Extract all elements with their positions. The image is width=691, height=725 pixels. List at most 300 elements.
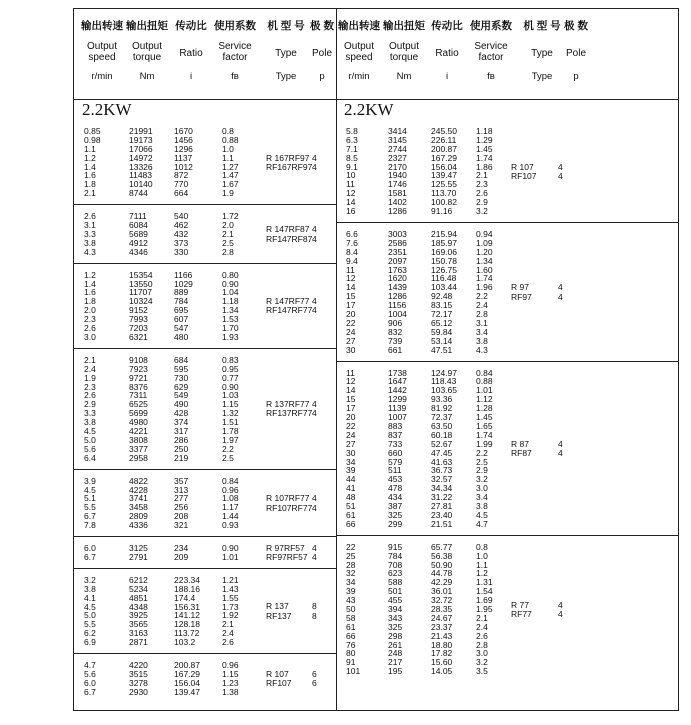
speed-cell: 6.2 [84, 628, 96, 639]
factor-cell: 2.1 [476, 612, 488, 623]
header-en-line1: Type [275, 48, 297, 59]
torque-cell: 4980 [129, 417, 148, 428]
torque-cell: 387 [388, 500, 403, 511]
speed-cell: 4.7 [84, 660, 96, 671]
speed-cell: 3.8 [84, 237, 96, 248]
torque-cell: 3125 [129, 543, 148, 554]
model-type-line: RF107 [511, 170, 537, 181]
ratio-cell: 321 [174, 520, 189, 531]
speed-cell: 5.8 [346, 126, 358, 136]
pole-line: 4 [558, 599, 563, 610]
pole-line: 4 [312, 399, 317, 410]
ratio-cell: 730 [174, 372, 189, 383]
header-en-4 [517, 48, 567, 59]
table-row [74, 180, 336, 189]
factor-cell: 2.8 [476, 639, 488, 650]
ratio-cell: 81.92 [431, 403, 453, 414]
table-row [74, 576, 336, 585]
speed-cell: 2.9 [84, 399, 96, 410]
factor-cell: 1.34 [476, 255, 493, 266]
factor-cell: 0.84 [476, 367, 493, 378]
factor-cell: 1.1 [476, 559, 488, 570]
ratio-cell: 1296 [174, 143, 193, 154]
ratio-cell: 27.81 [431, 500, 453, 511]
speed-cell: 3.9 [84, 475, 96, 486]
factor-cell: 3.5 [476, 666, 488, 677]
header-zh-5: 极 数 [310, 20, 334, 32]
factor-cell: 0.90 [222, 381, 239, 392]
torque-cell: 588 [388, 577, 403, 588]
speed-cell: 91 [346, 657, 356, 668]
speed-cell: 2.6 [84, 390, 96, 401]
model-type-line: R 107 [511, 161, 534, 172]
header-en-0 [336, 41, 382, 63]
header-en-line1: Ratio [435, 48, 459, 59]
speed-cell: 27 [346, 335, 356, 346]
factor-cell: 1.60 [476, 264, 493, 275]
factor-cell: 1.15 [222, 399, 239, 410]
ratio-cell: 150.78 [431, 255, 457, 266]
torque-cell: 299 [388, 518, 403, 529]
factor-cell: 2.4 [222, 628, 234, 639]
speed-cell: 7.6 [346, 237, 358, 248]
torque-cell: 7923 [129, 363, 148, 374]
left-table [74, 9, 337, 710]
speed-cell: 22 [346, 541, 356, 552]
ratio-cell: 167.29 [174, 668, 200, 679]
speed-cell: 15 [346, 291, 356, 302]
model-type-line: R 147RF77 [266, 296, 310, 307]
speed-cell: 8.5 [346, 152, 358, 163]
speed-cell: 14 [346, 385, 356, 396]
torque-cell: 660 [388, 447, 403, 458]
ratio-cell: 128.18 [174, 619, 200, 630]
torque-cell: 3003 [388, 229, 407, 239]
ratio-cell: 200.87 [431, 143, 457, 154]
pole-line: 4 [312, 408, 317, 419]
pole-line: 4 [558, 291, 563, 302]
ratio-cell: 684 [174, 354, 189, 365]
torque-cell: 5699 [129, 408, 148, 419]
torque-cell: 21991 [129, 126, 153, 136]
model-type [266, 670, 292, 688]
speed-cell: 43 [346, 595, 356, 606]
ratio-cell: 14.05 [431, 666, 453, 677]
model-type-line: R 137RF77 [266, 399, 310, 410]
speed-cell: 41 [346, 483, 356, 494]
factor-cell: 1.92 [222, 610, 239, 621]
pole-line: 4 [312, 224, 317, 235]
header-unit-5: p [319, 71, 325, 82]
ratio-cell: 156.31 [174, 601, 200, 612]
factor-cell: 2.1 [476, 170, 488, 181]
speed-cell: 1.8 [84, 296, 96, 307]
ratio-cell: 92.48 [431, 291, 453, 302]
torque-cell: 2170 [388, 161, 407, 172]
header-en-2 [169, 48, 213, 59]
ratio-cell: 540 [174, 211, 189, 222]
header-en-line2: torque [389, 52, 419, 63]
torque-cell: 15354 [129, 269, 153, 280]
speed-cell: 4.5 [84, 426, 96, 436]
right-table [336, 9, 678, 710]
factor-cell: 2.1 [222, 228, 234, 239]
torque-cell: 7311 [129, 390, 148, 401]
factor-cell: 1.29 [476, 134, 493, 145]
factor-cell: 4.3 [476, 344, 488, 355]
speed-cell: 7.8 [84, 520, 96, 531]
factor-cell: 1.34 [222, 305, 239, 316]
speed-cell: 12 [346, 188, 356, 199]
ratio-cell: 209 [174, 551, 189, 562]
ratio-cell: 59.84 [431, 326, 453, 337]
speed-cell: 16 [346, 206, 356, 217]
factor-cell: 0.88 [476, 376, 493, 387]
torque-cell: 3925 [129, 610, 148, 621]
ratio-cell: 185.97 [431, 237, 457, 248]
ratio-cell: 141.12 [174, 610, 200, 621]
torque-cell: 4346 [129, 246, 148, 257]
torque-cell: 453 [388, 474, 403, 485]
torque-cell: 733 [388, 438, 403, 449]
speed-cell: 39 [346, 586, 356, 597]
torque-cell: 343 [388, 612, 403, 623]
torque-cell: 3515 [129, 668, 148, 679]
factor-cell: 1.86 [476, 161, 493, 172]
header-unit-3: fʙ [487, 71, 495, 82]
table-row [74, 374, 336, 383]
ratio-cell: 50.90 [431, 559, 453, 570]
torque-cell: 10324 [129, 296, 153, 307]
ratio-cell: 60.18 [431, 429, 453, 440]
ratio-cell: 126.75 [431, 264, 457, 275]
factor-cell: 1.17 [222, 502, 239, 513]
factor-cell: 1.01 [222, 551, 239, 562]
torque-cell: 248 [388, 648, 403, 659]
header-en-line1: Service [474, 41, 508, 52]
factor-cell: 0.96 [222, 484, 239, 495]
ratio-cell: 63.50 [431, 420, 453, 431]
factor-cell: 1.93 [222, 331, 239, 342]
header-unit-4: Type [531, 71, 553, 82]
torque-cell: 2871 [129, 637, 148, 648]
speed-cell: 2.6 [84, 323, 96, 334]
table-row [74, 477, 336, 486]
model-type-line: R 107 [266, 668, 289, 679]
ratio-cell: 480 [174, 331, 189, 342]
speed-cell: 20 [346, 309, 356, 320]
speed-cell: 61 [346, 621, 356, 632]
model-type [266, 225, 312, 243]
table-row [74, 248, 336, 257]
factor-cell: 1.08 [222, 493, 239, 504]
ratio-cell: 47.51 [431, 344, 453, 355]
model-group [336, 223, 678, 362]
torque-cell: 1004 [388, 309, 407, 320]
model-type [511, 601, 532, 619]
pole-value [558, 283, 563, 301]
ratio-cell: 547 [174, 323, 189, 334]
pole-line: 4 [558, 170, 563, 181]
ratio-cell: 374 [174, 417, 189, 428]
model-type [511, 163, 537, 181]
speed-cell: 80 [346, 648, 356, 659]
ratio-cell: 872 [174, 170, 189, 181]
torque-cell: 478 [388, 483, 403, 494]
speed-cell: 2.6 [84, 211, 96, 222]
pole-line: 4 [312, 296, 317, 307]
pole-line: 4 [312, 152, 317, 163]
model-type-line: RF167RF97 [266, 161, 313, 172]
factor-cell: 1.73 [222, 601, 239, 612]
header-en-line1: Output [131, 41, 163, 52]
model-group [74, 264, 336, 349]
torque-cell: 1286 [388, 206, 407, 217]
model-type-line: RF137RF77 [266, 408, 313, 419]
speed-cell: 44 [346, 474, 356, 485]
speed-cell: 51 [346, 500, 356, 511]
factor-cell: 1.43 [222, 583, 239, 594]
header-en-1 [381, 41, 427, 63]
ratio-cell: 44.78 [431, 568, 453, 579]
speed-cell: 50 [346, 604, 356, 615]
speed-cell: 9.4 [346, 255, 358, 266]
header-en-5 [562, 48, 590, 59]
header-en-line1: Ratio [179, 48, 203, 59]
ratio-cell: 215.94 [431, 229, 457, 239]
torque-cell: 2809 [129, 511, 148, 522]
model-type-line: RF87 [511, 447, 532, 458]
factor-cell: 0.93 [222, 520, 239, 531]
table-row [74, 670, 336, 679]
torque-cell: 4822 [129, 475, 148, 486]
pole-value [558, 440, 563, 458]
header-unit-0: r/min [91, 71, 113, 82]
torque-cell: 1620 [388, 273, 407, 284]
speed-cell: 2.1 [84, 354, 96, 365]
factor-cell: 1.12 [476, 394, 493, 405]
torque-cell: 739 [388, 335, 403, 346]
speed-cell: 3.2 [84, 574, 96, 585]
header-en-5 [308, 48, 336, 59]
torque-cell: 9108 [129, 354, 148, 365]
torque-cell: 10140 [129, 179, 153, 190]
ratio-cell: 103.65 [431, 385, 457, 396]
speed-cell: 12 [346, 376, 356, 387]
ratio-cell: 124.97 [431, 367, 457, 378]
ratio-cell: 169.06 [431, 246, 457, 257]
ratio-cell: 889 [174, 287, 189, 298]
factor-cell: 1.20 [476, 246, 493, 257]
factor-cell: 1.74 [476, 429, 493, 440]
factor-cell: 3.8 [476, 500, 488, 511]
ratio-cell: 32.72 [431, 595, 453, 606]
header-zh-5: 极 数 [564, 20, 588, 32]
speed-cell: 1.8 [84, 179, 96, 190]
factor-cell: 1.95 [476, 604, 493, 615]
factor-cell: 1.2 [476, 568, 488, 579]
model-type-line: RF107 [266, 678, 292, 689]
factor-cell: 2.2 [476, 447, 488, 458]
ratio-cell: 53.14 [431, 335, 453, 346]
ratio-cell: 36.73 [431, 465, 453, 476]
torque-cell: 1738 [388, 367, 407, 378]
speed-cell: 6.6 [346, 229, 358, 239]
speed-cell: 1.9 [84, 372, 96, 383]
ratio-cell: 226.11 [431, 134, 457, 145]
header-en-line1: Output [343, 41, 375, 52]
pole-line: 8 [312, 601, 317, 612]
factor-cell: 0.77 [222, 372, 239, 383]
model-type [511, 440, 532, 458]
factor-cell: 1.74 [476, 152, 493, 163]
ratio-cell: 330 [174, 246, 189, 257]
factor-cell: 1.0 [222, 143, 234, 154]
table-row [74, 280, 336, 289]
model-type-line: R 97 [511, 282, 529, 293]
model-group [74, 470, 336, 537]
ratio-cell: 72.37 [431, 412, 453, 423]
torque-cell: 501 [388, 586, 403, 597]
ratio-cell: 317 [174, 426, 189, 436]
speed-cell: 7.1 [346, 143, 358, 154]
speed-cell: 3.8 [84, 417, 96, 428]
model-type-line: RF147RF87 [266, 233, 313, 244]
factor-cell: 3.0 [476, 648, 488, 659]
torque-cell: 1286 [388, 291, 407, 302]
model-group [74, 537, 336, 569]
table-row [74, 688, 336, 697]
factor-cell: 1.70 [222, 323, 239, 334]
factor-cell: 1.23 [222, 677, 239, 688]
factor-cell: 2.5 [222, 452, 234, 463]
factor-cell: 3.2 [476, 474, 488, 485]
torque-cell: 4912 [129, 237, 148, 248]
speed-cell: 3.3 [84, 228, 96, 239]
table-row [336, 667, 678, 676]
factor-cell: 2.1 [222, 619, 234, 630]
model-type [266, 400, 312, 418]
ratio-cell: 357 [174, 475, 189, 486]
ratio-cell: 607 [174, 314, 189, 325]
speed-cell: 0.98 [84, 134, 101, 145]
speed-cell: 10 [346, 170, 356, 181]
table-row [74, 445, 336, 454]
table-row [74, 356, 336, 365]
factor-cell: 2.5 [222, 237, 234, 248]
torque-cell: 4348 [129, 601, 148, 612]
speed-cell: 2.3 [84, 314, 96, 325]
speed-cell: 22 [346, 420, 356, 431]
ratio-cell: 47.45 [431, 447, 453, 458]
torque-cell: 2744 [388, 143, 407, 154]
factor-cell: 1.47 [222, 170, 239, 181]
pole-line: 4 [312, 233, 317, 244]
torque-cell: 1139 [388, 403, 407, 414]
pole-line: 4 [312, 502, 317, 513]
left-header [74, 9, 336, 100]
model-group [74, 205, 336, 264]
ratio-cell: 428 [174, 408, 189, 419]
factor-cell: 0.84 [222, 475, 239, 486]
speed-cell: 3.0 [84, 331, 96, 342]
model-type-line: RF107RF77 [266, 502, 313, 513]
ratio-cell: 313 [174, 484, 189, 495]
speed-cell: 20 [346, 412, 356, 423]
table-row [74, 127, 336, 136]
speed-cell: 5.5 [84, 619, 96, 630]
ratio-cell: 23.37 [431, 621, 453, 632]
header-unit-1: Nm [396, 71, 412, 82]
speed-cell: 1.2 [84, 152, 96, 163]
torque-cell: 261 [388, 639, 403, 650]
torque-cell: 906 [388, 317, 403, 328]
ratio-cell: 139.47 [174, 686, 200, 697]
factor-cell: 3.4 [476, 326, 488, 337]
factor-cell: 2.9 [476, 197, 488, 208]
factor-cell: 2.4 [476, 621, 488, 632]
speed-cell: 4.5 [84, 484, 96, 495]
torque-cell: 4851 [129, 592, 148, 603]
factor-cell: 3.8 [476, 335, 488, 346]
ratio-cell: 1456 [174, 134, 193, 145]
speed-cell: 14 [346, 197, 356, 208]
factor-cell: 1.44 [222, 511, 239, 522]
torque-cell: 784 [388, 550, 403, 561]
model-type-line: R 87 [511, 438, 529, 449]
header-en-line2: speed [345, 52, 373, 63]
model-group [74, 120, 336, 205]
factor-cell: 0.8 [222, 126, 234, 136]
ratio-cell: 770 [174, 179, 189, 190]
model-group [74, 654, 336, 704]
ratio-cell: 65.77 [431, 541, 453, 552]
model-group [74, 349, 336, 470]
factor-cell: 1.32 [222, 408, 239, 419]
torque-cell: 1763 [388, 264, 407, 275]
model-type-line: R 147RF87 [266, 224, 310, 235]
speed-cell: 2.0 [84, 305, 96, 316]
header-en-line1: Service [218, 41, 252, 52]
model-type [266, 544, 308, 562]
factor-cell: 0.80 [222, 269, 239, 280]
model-type [511, 283, 532, 301]
torque-cell: 837 [388, 429, 403, 440]
ratio-cell: 490 [174, 399, 189, 410]
torque-cell: 19173 [129, 134, 153, 145]
factor-cell: 1.38 [222, 686, 239, 697]
header-zh-0: 输出转速 [81, 20, 123, 32]
speed-cell: 3.3 [84, 408, 96, 419]
speed-cell: 14 [346, 282, 356, 293]
ratio-cell: 139.47 [431, 170, 457, 181]
header-en-line2: factor [478, 52, 504, 63]
factor-cell: 1.99 [476, 438, 493, 449]
pole-line: 6 [312, 668, 317, 679]
torque-cell: 832 [388, 326, 403, 337]
header-zh-1: 输出扭矩 [126, 20, 168, 32]
ratio-cell: 373 [174, 237, 189, 248]
torque-cell: 1402 [388, 197, 407, 208]
ratio-cell: 41.63 [431, 456, 453, 467]
factor-cell: 2.6 [476, 630, 488, 641]
speed-cell: 6.7 [84, 551, 96, 562]
ratio-cell: 432 [174, 228, 189, 239]
torque-cell: 14972 [129, 152, 153, 163]
factor-cell: 2.0 [222, 220, 234, 231]
pole-value [312, 225, 317, 243]
torque-cell: 11483 [129, 170, 153, 181]
